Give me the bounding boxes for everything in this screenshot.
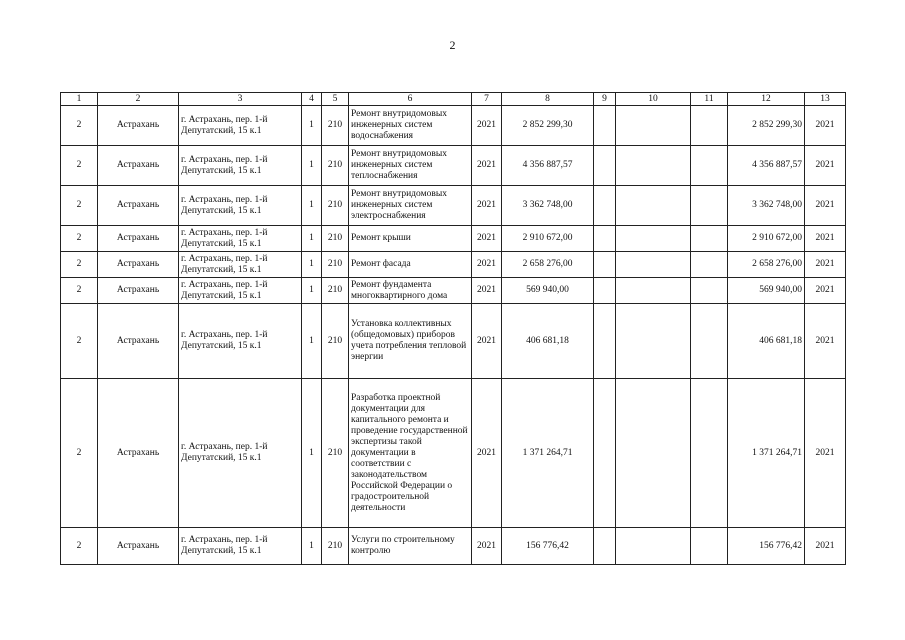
table-cell: Астрахань	[98, 379, 179, 528]
table-cell: г. Астрахань, пер. 1-й Депутатский, 15 к.1	[179, 226, 302, 252]
table-cell: 569 940,00	[728, 278, 805, 304]
table-cell: 2	[61, 226, 98, 252]
table-cell	[691, 252, 728, 278]
table-cell	[594, 278, 616, 304]
table-cell: 2 658 276,00	[502, 252, 594, 278]
table-cell: 2021	[805, 278, 846, 304]
col-header: 12	[728, 93, 805, 106]
table-cell: 1 371 264,71	[502, 379, 594, 528]
col-header: 11	[691, 93, 728, 106]
table-cell: 1	[302, 252, 322, 278]
table-cell: Астрахань	[98, 186, 179, 226]
table-cell: 569 940,00	[502, 278, 594, 304]
table-cell: 1	[302, 226, 322, 252]
table-cell: 2	[61, 106, 98, 146]
col-header: 4	[302, 93, 322, 106]
table-cell: г. Астрахань, пер. 1-й Депутатский, 15 к.1	[179, 252, 302, 278]
table-cell	[691, 379, 728, 528]
col-header: 9	[594, 93, 616, 106]
table-cell: Астрахань	[98, 528, 179, 565]
table-cell: 4 356 887,57	[502, 146, 594, 186]
table-cell: 210	[322, 252, 349, 278]
table-cell	[691, 528, 728, 565]
col-header: 5	[322, 93, 349, 106]
table-cell: 1 371 264,71	[728, 379, 805, 528]
table-cell	[594, 528, 616, 565]
table-cell: г. Астрахань, пер. 1-й Депутатский, 15 к.1	[179, 146, 302, 186]
table-cell: 1	[302, 186, 322, 226]
table-row	[61, 304, 846, 379]
table-cell: 2	[61, 528, 98, 565]
table-cell	[594, 252, 616, 278]
table-cell	[691, 186, 728, 226]
table-cell: 2021	[805, 146, 846, 186]
header-row	[61, 93, 846, 106]
table-cell: 406 681,18	[728, 304, 805, 379]
col-header: 10	[616, 93, 691, 106]
table-cell	[594, 379, 616, 528]
table-cell: 2 852 299,30	[728, 106, 805, 146]
col-header: 13	[805, 93, 846, 106]
table-cell	[616, 528, 691, 565]
table-row	[61, 252, 846, 278]
table-cell: 2021	[472, 146, 502, 186]
table-cell	[594, 226, 616, 252]
table-cell: 210	[322, 278, 349, 304]
table-cell	[616, 146, 691, 186]
table-cell: Астрахань	[98, 106, 179, 146]
table-cell: 2021	[805, 528, 846, 565]
table-row	[61, 226, 846, 252]
table-cell: 210	[322, 379, 349, 528]
table-cell: 2021	[805, 106, 846, 146]
table-cell: 2 910 672,00	[728, 226, 805, 252]
col-header: 1	[61, 93, 98, 106]
table-cell	[691, 304, 728, 379]
table-cell: 2021	[472, 278, 502, 304]
table-cell: 2	[61, 278, 98, 304]
table-row	[61, 528, 846, 565]
table-cell: Установка коллективных (общедомовых) приборов учета потребления тепловой энергии	[349, 304, 472, 379]
table-cell: Астрахань	[98, 278, 179, 304]
table-cell: 156 776,42	[728, 528, 805, 565]
table-cell: Астрахань	[98, 146, 179, 186]
col-header: 7	[472, 93, 502, 106]
table-cell: Астрахань	[98, 226, 179, 252]
table-cell: Услуги по строительному контролю	[349, 528, 472, 565]
table-cell: 2021	[472, 186, 502, 226]
table-cell	[594, 304, 616, 379]
table-cell: 210	[322, 146, 349, 186]
table-cell: 2021	[805, 186, 846, 226]
table-row	[61, 379, 846, 528]
table-row	[61, 186, 846, 226]
table-cell	[616, 278, 691, 304]
col-header: 2	[98, 93, 179, 106]
table-cell: 2021	[805, 226, 846, 252]
table-cell: 2021	[472, 252, 502, 278]
table-cell: 2021	[472, 106, 502, 146]
table-cell: 2	[61, 186, 98, 226]
table-cell: г. Астрахань, пер. 1-й Депутатский, 15 к.1	[179, 304, 302, 379]
table-row	[61, 106, 846, 146]
table-cell: 210	[322, 528, 349, 565]
table-cell: 2	[61, 146, 98, 186]
table-cell: 1	[302, 528, 322, 565]
table-cell: Ремонт фундамента многоквартирного дома	[349, 278, 472, 304]
table-cell	[616, 379, 691, 528]
table-cell	[691, 106, 728, 146]
table-cell: 210	[322, 186, 349, 226]
table-row	[61, 278, 846, 304]
table-cell	[691, 278, 728, 304]
table-cell: г. Астрахань, пер. 1-й Депутатский, 15 к.1	[179, 186, 302, 226]
table-cell: 1	[302, 379, 322, 528]
table-cell: 2021	[805, 379, 846, 528]
table-cell: Разработка проектной документации для капитального ремонта и проведение государственной экспертизы такой документации в соответствии с законодательством Российской Федерации о градостроительной деятельности	[349, 379, 472, 528]
table-cell: 1	[302, 106, 322, 146]
table-cell: 2021	[472, 226, 502, 252]
table-cell	[594, 146, 616, 186]
table-cell: г. Астрахань, пер. 1-й Депутатский, 15 к.1	[179, 106, 302, 146]
table-cell: 2 852 299,30	[502, 106, 594, 146]
table-cell: г. Астрахань, пер. 1-й Депутатский, 15 к.1	[179, 379, 302, 528]
table-cell: 2021	[805, 252, 846, 278]
table-cell: 1	[302, 304, 322, 379]
table-cell	[616, 186, 691, 226]
repair-plan-table	[60, 92, 846, 565]
table-cell	[594, 106, 616, 146]
table-cell	[616, 252, 691, 278]
table-cell: 210	[322, 226, 349, 252]
table-cell	[691, 226, 728, 252]
table-cell: 2 658 276,00	[728, 252, 805, 278]
table-cell: Астрахань	[98, 252, 179, 278]
table-cell: г. Астрахань, пер. 1-й Депутатский, 15 к.1	[179, 278, 302, 304]
table-cell: 2	[61, 252, 98, 278]
table-cell: 3 362 748,00	[502, 186, 594, 226]
table-cell: 2 910 672,00	[502, 226, 594, 252]
table-cell: 2021	[472, 304, 502, 379]
table-cell	[594, 186, 616, 226]
table-cell: 406 681,18	[502, 304, 594, 379]
table-cell: Ремонт внутридомовых инженерных систем электроснабжения	[349, 186, 472, 226]
col-header: 3	[179, 93, 302, 106]
table-cell	[616, 304, 691, 379]
table-cell	[616, 226, 691, 252]
table-cell: 2	[61, 379, 98, 528]
col-header: 6	[349, 93, 472, 106]
table-cell	[691, 146, 728, 186]
table-cell: Ремонт внутридомовых инженерных систем водоснабжения	[349, 106, 472, 146]
table-cell: 2021	[805, 304, 846, 379]
table-cell: Ремонт фасада	[349, 252, 472, 278]
table-cell: Ремонт внутридомовых инженерных систем теплоснабжения	[349, 146, 472, 186]
page-number: 2	[449, 38, 456, 52]
table-cell: 2021	[472, 528, 502, 565]
table-row	[61, 146, 846, 186]
table-cell: 210	[322, 106, 349, 146]
table-cell: 2	[61, 304, 98, 379]
table-cell	[616, 106, 691, 146]
col-header: 8	[502, 93, 594, 106]
table-cell: Астрахань	[98, 304, 179, 379]
table-cell: 1	[302, 278, 322, 304]
table-cell: 1	[302, 146, 322, 186]
table-cell: 3 362 748,00	[728, 186, 805, 226]
table-cell: 156 776,42	[502, 528, 594, 565]
table-cell: 4 356 887,57	[728, 146, 805, 186]
table-cell: г. Астрахань, пер. 1-й Депутатский, 15 к.1	[179, 528, 302, 565]
table-cell: 210	[322, 304, 349, 379]
table-cell: 2021	[472, 379, 502, 528]
table-cell: Ремонт крыши	[349, 226, 472, 252]
